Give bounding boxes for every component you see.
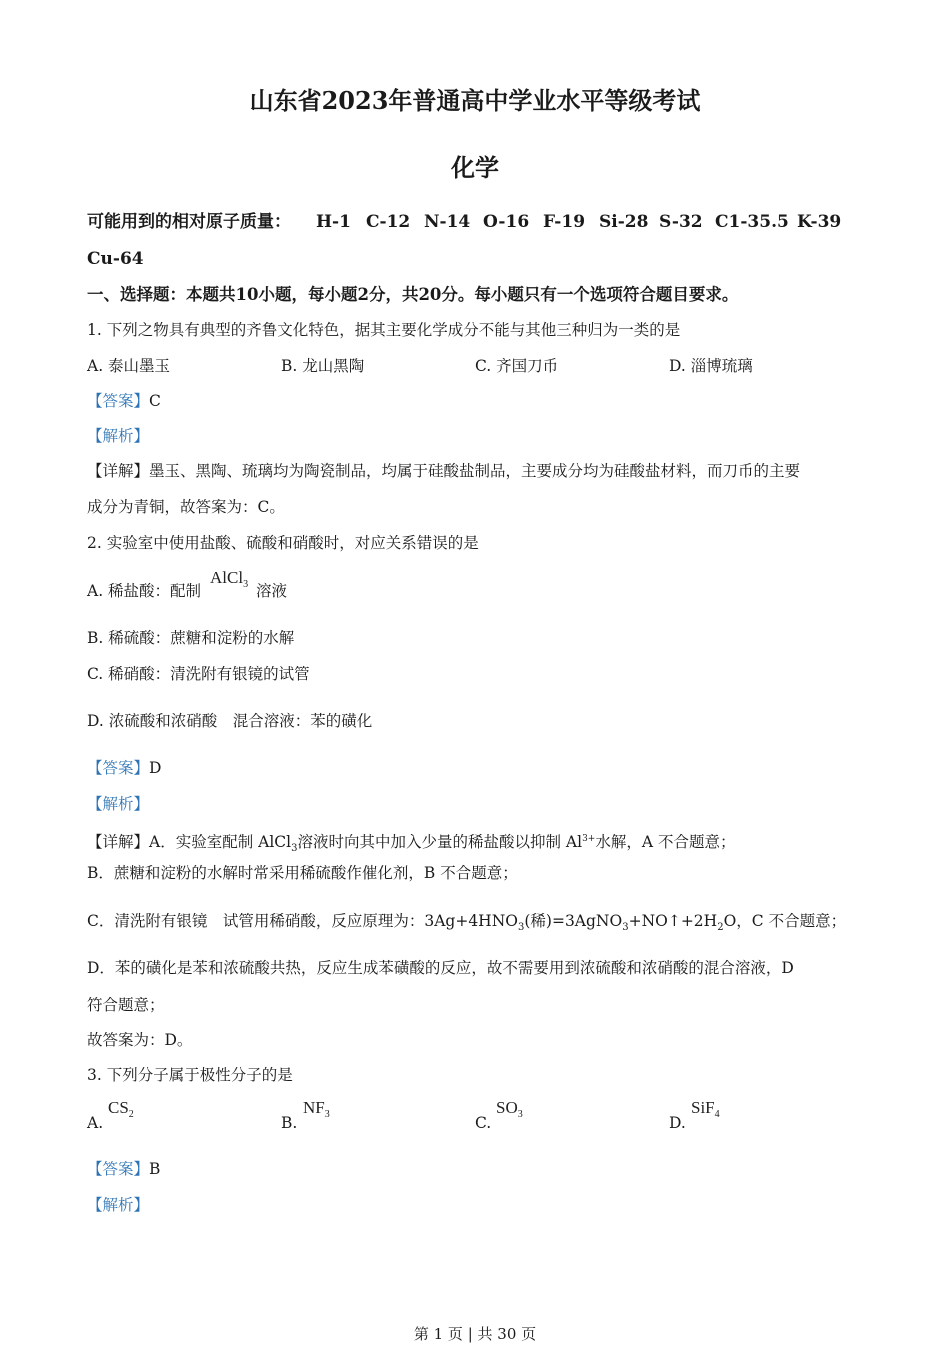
q3-option-b-formula-base: NF <box>303 1098 325 1117</box>
q3-option-d-formula-sub: 4 <box>714 1109 720 1120</box>
answer-tag: 【答案】 <box>87 392 150 410</box>
q3-option-b-formula <box>303 1097 330 1126</box>
alcl3-formula-base: AlCl <box>210 568 244 587</box>
q3-option-c-formula-sub: 3 <box>517 1109 523 1120</box>
q3-option-c-formula-base: SO <box>496 1098 518 1117</box>
q1-option-c: C. 齐国刀币 <box>475 357 559 375</box>
q2-answer-value: D <box>149 759 162 777</box>
q2-detail-d-line1: D．苯的磺化是苯和浓硫酸共热，反应生成苯磺酸的反应，故不需要用到浓硫酸和浓硝酸的混合溶液，D <box>87 959 794 977</box>
q1-answer <box>87 390 161 412</box>
q2-detail-a-part3: 水解，A 不合题意； <box>595 833 736 851</box>
q2-detail-b: B．蔗糖和淀粉的水解时常采用稀硫酸作催化剂，B 不合题意； <box>87 864 518 882</box>
q3-answer <box>87 1158 160 1180</box>
q2-conclusion: 故答案为：D。 <box>87 1031 193 1049</box>
page-footer: 第 1 页 | 共 30 页 <box>413 1325 537 1343</box>
q1-option-d: D. 淄博琉璃 <box>669 357 753 375</box>
q3-option-b-label: B. <box>281 1114 298 1132</box>
q2-stem: 2. 实验室中使用盐酸、硫酸和硝酸时，对应关系错误的是 <box>87 534 479 552</box>
answer-tag: 【答案】 <box>87 1160 150 1178</box>
q1-detail <box>87 460 800 482</box>
q3-option-d-label: D. <box>669 1114 686 1132</box>
atomic-mass-h: H-1 <box>316 212 351 232</box>
q3-answer-value: B <box>149 1160 161 1178</box>
q2-detail-c-sub2: 3 <box>622 922 629 933</box>
q2-detail-a-sub: 3 <box>291 843 298 854</box>
atomic-mass-cl: C1-35.5 <box>715 212 789 232</box>
q2-option-c: C. 稀硝酸：清洗附有银镜的试管 <box>87 665 310 683</box>
q3-option-d-formula-base: SiF <box>691 1098 715 1117</box>
atomic-mass-k: K-39 <box>797 212 842 232</box>
q1-analysis-tag: 【解析】 <box>87 427 150 445</box>
q2-detail-c-part2: (稀)=3AgNO <box>524 912 623 930</box>
atomic-mass-o: O-16 <box>483 212 530 232</box>
atomic-mass-f: F-19 <box>543 212 586 232</box>
q3-option-a-formula-sub: 2 <box>128 1109 134 1120</box>
q3-stem: 3. 下列分子属于极性分子的是 <box>87 1066 293 1084</box>
q2-option-a-suffix: 溶液 <box>256 582 288 600</box>
q1-detail-line1: 墨玉、黑陶、琉璃均为陶瓷制品，均属于硅酸盐制品，主要成分均为硅酸盐材料，而刀币的主要 <box>149 462 801 480</box>
q1-detail-line2: 成分为青铜，故答案为：C。 <box>87 498 285 516</box>
q3-option-b-formula-sub: 3 <box>324 1109 330 1120</box>
q3-option-a-formula-base: CS <box>108 1098 129 1117</box>
subject-title: 化学 <box>451 153 499 182</box>
q2-detail-a-part1: A．实验室配制 AlCl <box>149 833 292 851</box>
alcl3-formula <box>210 567 248 596</box>
q1-stem: 1. 下列之物具有典型的齐鲁文化特色，据其主要化学成分不能与其他三种归为一类的是 <box>87 321 681 339</box>
q2-option-a <box>87 580 201 602</box>
q2-detail-c <box>87 910 846 939</box>
q2-option-b: B. 稀硫酸：蔗糖和淀粉的水解 <box>87 629 295 647</box>
q3-option-a-formula <box>108 1097 134 1126</box>
q2-option-a-prefix: A. 稀盐酸：配制 <box>87 582 202 600</box>
q2-detail-c-sub3: 2 <box>717 922 724 933</box>
q2-detail-a-sup: 3+ <box>582 834 596 844</box>
section-heading: 一、选择题：本题共10小题，每小题2分，共20分。每小题只有一个选项符合题目要求。 <box>87 285 739 304</box>
alcl3-formula-sub: 3 <box>243 579 249 590</box>
atomic-mass-cu: Cu-64 <box>87 249 144 269</box>
q2-detail-c-sub1: 3 <box>517 922 525 933</box>
q2-detail-c-part3: +NO↑+2H <box>628 912 718 930</box>
q3-option-d-formula <box>691 1097 720 1126</box>
q3-option-c-formula <box>496 1097 523 1126</box>
q2-detail-d-line2: 符合题意； <box>87 996 165 1014</box>
q2-detail-a <box>87 828 735 860</box>
atomic-mass-s: S-32 <box>659 212 703 232</box>
atomic-mass-n: N-14 <box>424 212 471 232</box>
q2-analysis-tag: 【解析】 <box>87 795 150 813</box>
detail-tag: 【详解】 <box>87 833 150 851</box>
q2-detail-a-part2: 溶液时向其中加入少量的稀盐酸以抑制 Al <box>297 833 583 851</box>
q1-option-a: A. 泰山墨玉 <box>87 357 171 375</box>
q3-option-c-label: C. <box>475 1114 492 1132</box>
q2-option-d: D. 浓硫酸和浓硝酸 混合溶液：苯的磺化 <box>87 712 373 730</box>
q2-detail-c-part1: C．清洗附有银镜 试管用稀硝酸，反应原理为：3Ag+4HNO <box>87 912 518 930</box>
q3-analysis-tag: 【解析】 <box>87 1196 150 1214</box>
page-title: 山东省2023年普通高中学业水平等级考试 <box>249 86 701 115</box>
atomic-masses-label: 可能用到的相对原子质量： <box>87 212 291 232</box>
detail-tag: 【详解】 <box>87 462 150 480</box>
q3-option-a-label: A. <box>87 1114 104 1132</box>
atomic-mass-si: Si-28 <box>599 212 649 232</box>
atomic-mass-c: C-12 <box>366 212 411 232</box>
q1-answer-value: C <box>149 392 161 410</box>
answer-tag: 【答案】 <box>87 759 150 777</box>
q2-detail-c-part4: O，C 不合题意； <box>723 912 847 930</box>
q2-answer <box>87 757 161 779</box>
q1-option-b: B. 龙山黑陶 <box>281 357 365 375</box>
